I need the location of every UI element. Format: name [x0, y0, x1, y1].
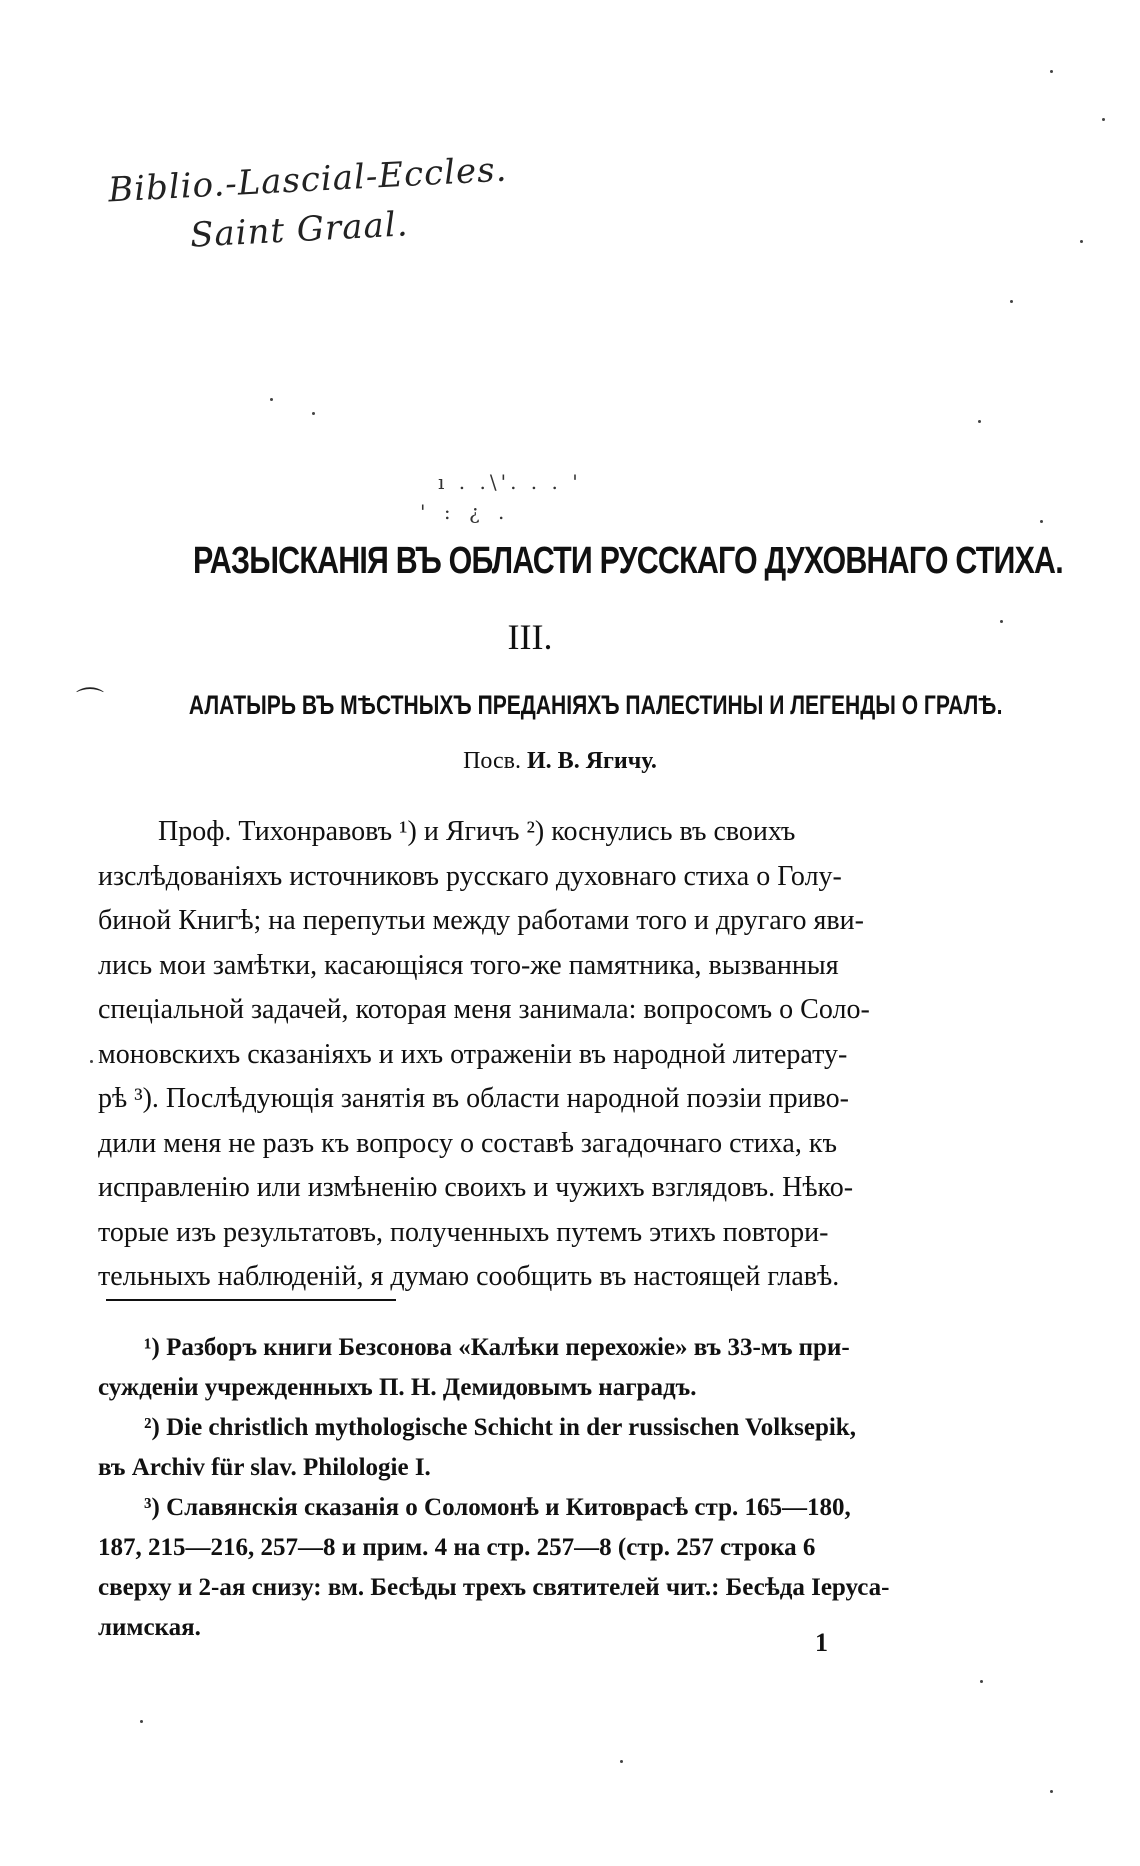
footnote-line: сверху и 2-ая снизу: вм. Бесѣды трехъ святителей чит.: Бесѣда Іеруса- [98, 1574, 890, 1601]
speck [90, 1060, 93, 1063]
page-title: РАЗЫСКАНІЯ ВЪ ОБЛАСТИ РУССКАГО ДУХОВНАГО СТИХА. [193, 540, 1063, 582]
dedication-prefix: Посв. [463, 748, 522, 774]
footnote-line: сужденіи учрежденныхъ П. Н. Демидовымъ наградъ. [98, 1374, 697, 1401]
footnote-line: лимская. [98, 1614, 201, 1641]
body-line: рѣ ³). Послѣдующія занятія въ области народной поэзіи приво- [98, 1083, 849, 1114]
speck [980, 1680, 983, 1683]
dedication-name: И. В. Ягичу. [527, 748, 657, 774]
footnote-line: ¹) Разборъ книги Безсонова «Калѣки перехожіе» въ 33-мъ при- [144, 1334, 850, 1361]
speck [978, 420, 981, 423]
body-line: изслѣдованіяхъ источниковъ русскаго духовнаго стиха о Голу- [98, 860, 842, 892]
speck [1040, 520, 1043, 523]
speck [620, 1760, 623, 1763]
body-line: исправленію или измѣненію своихъ и чужихъ взглядовъ. Нѣко- [98, 1172, 854, 1203]
speck [270, 398, 273, 401]
handwritten-note-line2: Saint Graal. [189, 204, 410, 256]
chapter-subtitle: АЛАТЫРЬ ВЪ МѢСТНЫХЪ ПРЕДАНІЯХЪ ПАЛЕСТИНЫ И ЛЕГЕНДЫ О ГРАЛѢ. [188, 690, 1003, 720]
speck [1000, 620, 1003, 623]
speck [1050, 1790, 1053, 1793]
speck [1050, 70, 1053, 73]
part-number: III. [507, 617, 553, 657]
speck [140, 1720, 143, 1723]
stray-marks-1: ı . .\'. . . ' [438, 470, 582, 494]
footnote-line: 187, 215—216, 257—8 и прим. 4 на стр. 257—8 (стр. 257 строка 6 [98, 1534, 816, 1561]
footnote-line: ³) Славянскія сказанія о Соломонѣ и Китоврасѣ стр. 165—180, [144, 1494, 851, 1521]
body-line: моновскихъ сказаніяхъ и ихъ отраженіи въ народной литерату- [98, 1038, 848, 1070]
body-line: тельныхъ наблюденій, я думаю сообщить въ настоящей главѣ. [98, 1261, 840, 1292]
stray-marks-2: ' : ¿ . [420, 500, 511, 524]
footnote-line: ²) Die christlich mythologische Schicht in der russischen Volksepik, [144, 1414, 856, 1441]
body-paragraph [98, 810, 978, 1300]
footnote-line: въ Archiv für slav. Philologie I. [98, 1454, 431, 1481]
speck [1102, 118, 1105, 121]
handwritten-note-line1: Biblio.-Lascial-Eccles. [107, 149, 509, 211]
body-line: дили меня не разъ къ вопросу о составѣ загадочнаго стиха, къ [98, 1127, 837, 1159]
body-line: торые изъ результатовъ, полученныхъ путемъ этихъ повтори- [98, 1216, 829, 1248]
footnotes [98, 1328, 978, 1648]
body-line: биной Книгѣ; на перепутьи между работами того и другаго яви- [98, 905, 864, 936]
body-line: лись мои замѣтки, касающіяся того-же памятника, вызванныя [98, 949, 839, 981]
footnote-divider [106, 1299, 396, 1301]
body-line: спеціальной задачей, которая меня занимала: вопросомъ о Соло- [98, 994, 870, 1025]
body-line: Проф. Тихонравовъ ¹) и Ягичъ ²) коснулись въ своихъ [158, 816, 796, 847]
page-number: 1 [815, 1628, 828, 1657]
speck [312, 412, 315, 415]
dedication [380, 748, 740, 775]
bracket-mark-icon: ⌒ [76, 685, 105, 718]
speck [1010, 300, 1013, 303]
speck [1080, 240, 1083, 243]
